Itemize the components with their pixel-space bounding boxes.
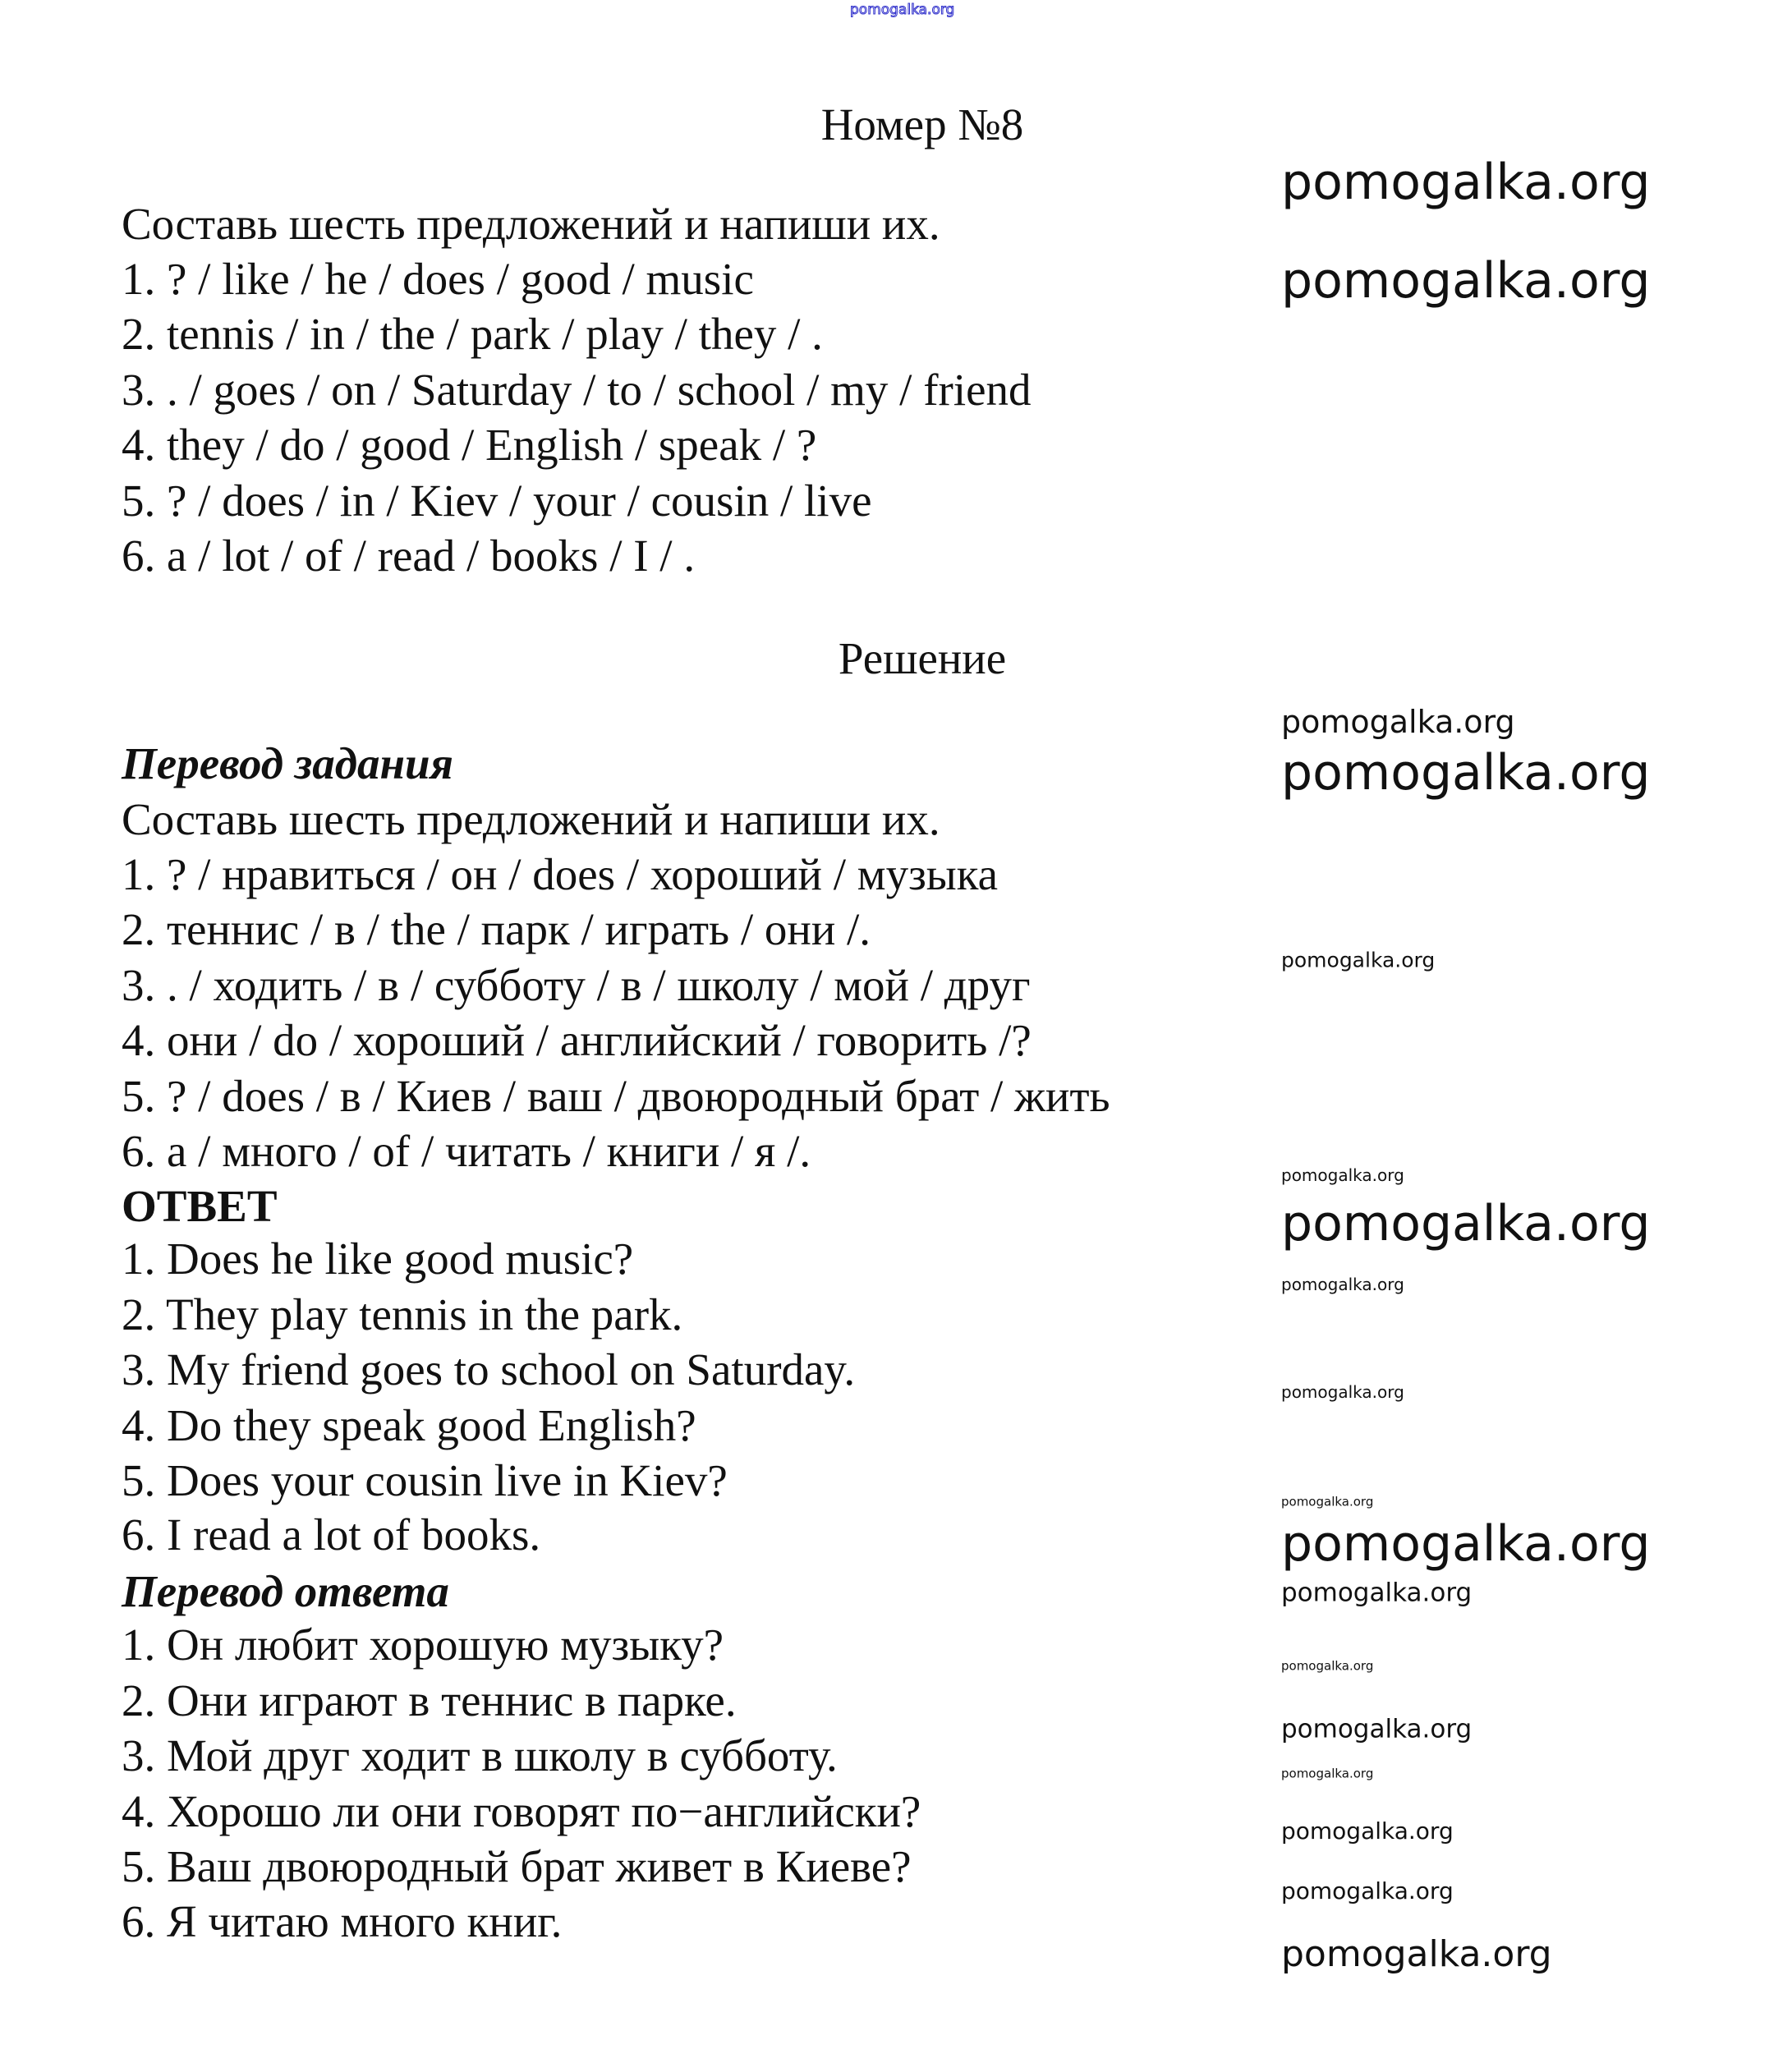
page-title: Номер №8: [820, 99, 1024, 149]
answer-translation-item: 3. Мой друг ходит в школу в субботу.: [122, 1730, 838, 1780]
answer-translation-heading: Перевод ответа: [122, 1566, 449, 1616]
watermark: pomogalka.org: [1281, 1494, 1374, 1509]
watermark: pomogalka.org: [1281, 948, 1436, 972]
watermark: pomogalka.org: [1281, 1766, 1374, 1781]
answer-translation-item: 6. Я читаю много книг.: [122, 1896, 563, 1946]
task-item: 2. tennis / in / the / park / play / they / .: [122, 309, 823, 359]
answer-item: 4. Do they speak good English?: [122, 1400, 696, 1450]
watermark: pomogalka.org: [1281, 1578, 1473, 1608]
task-translation-item: 3. . / ходить / в / субботу / в / школу / мой / друг: [122, 960, 1031, 1010]
task-translation-heading: Перевод задания: [122, 738, 453, 788]
watermark: pomogalka.org: [1281, 1195, 1651, 1252]
task-instruction: Составь шесть предложений и напиши их.: [122, 199, 940, 249]
task-item: 4. they / do / good / English / speak / ?: [122, 420, 817, 470]
task-translation-instruction: Составь шесть предложений и напиши их.: [122, 794, 940, 844]
watermark: pomogalka.org: [1281, 1515, 1651, 1573]
watermark: pomogalka.org: [1281, 1275, 1404, 1294]
watermark: pomogalka.org: [1281, 154, 1651, 211]
task-translation-item: 5. ? / does / в / Киев / ваш / двоюродный брат / жить: [122, 1071, 1110, 1121]
watermark: pomogalka.org: [1281, 1817, 1454, 1845]
answer-heading: ОТВЕТ: [122, 1181, 278, 1231]
answer-item: 6. I read a lot of books.: [122, 1509, 541, 1560]
answer-item: 5. Does your cousin live in Kiev?: [122, 1455, 728, 1505]
watermark: pomogalka.org: [1281, 1658, 1374, 1674]
answer-translation-item: 2. Они играют в теннис в парке.: [122, 1675, 737, 1725]
task-item: 1. ? / like / he / does / good / music: [122, 254, 754, 304]
watermark: pomogalka.org: [1281, 1933, 1552, 1975]
task-translation-item: 4. они / do / хороший / английский / говорить /?: [122, 1015, 1032, 1065]
watermark: pomogalka.org: [1281, 1382, 1404, 1402]
answer-translation-item: 1. Он любит хорошую музыку?: [122, 1620, 724, 1670]
answer-item: 1. Does he like good music?: [122, 1234, 634, 1284]
watermark: pomogalka.org: [1281, 1165, 1404, 1185]
task-item: 3. . / goes / on / Saturday / to / school / my / friend: [122, 365, 1032, 415]
solution-heading: Решение: [838, 633, 1007, 683]
task-translation-item: 1. ? / нравиться / он / does / хороший / музыка: [122, 849, 999, 899]
watermark: pomogalka.org: [1281, 704, 1515, 740]
answer-item: 3. My friend goes to school on Saturday.: [122, 1344, 856, 1394]
task-translation-item: 2. теннис / в / the / парк / играть / они /.: [122, 904, 871, 954]
watermark: pomogalka.org: [1281, 744, 1651, 802]
watermark: pomogalka.org: [1281, 1714, 1473, 1744]
answer-translation-item: 5. Ваш двоюродный брат живет в Киеве?: [122, 1841, 912, 1891]
answer-translation-item: 4. Хорошо ли они говорят по−английски?: [122, 1786, 921, 1836]
task-item: 5. ? / does / in / Kiev / your / cousin / live: [122, 476, 872, 526]
watermark: pomogalka.org: [1281, 1877, 1454, 1904]
watermark: pomogalka.org: [1281, 252, 1651, 310]
answer-item: 2. They play tennis in the park.: [122, 1289, 683, 1339]
task-translation-item: 6. a / много / of / читать / книги / я /.: [122, 1126, 811, 1176]
header-watermark-link[interactable]: pomogalka.org: [850, 2, 955, 18]
task-item: 6. a / lot / of / read / books / I / .: [122, 531, 696, 581]
